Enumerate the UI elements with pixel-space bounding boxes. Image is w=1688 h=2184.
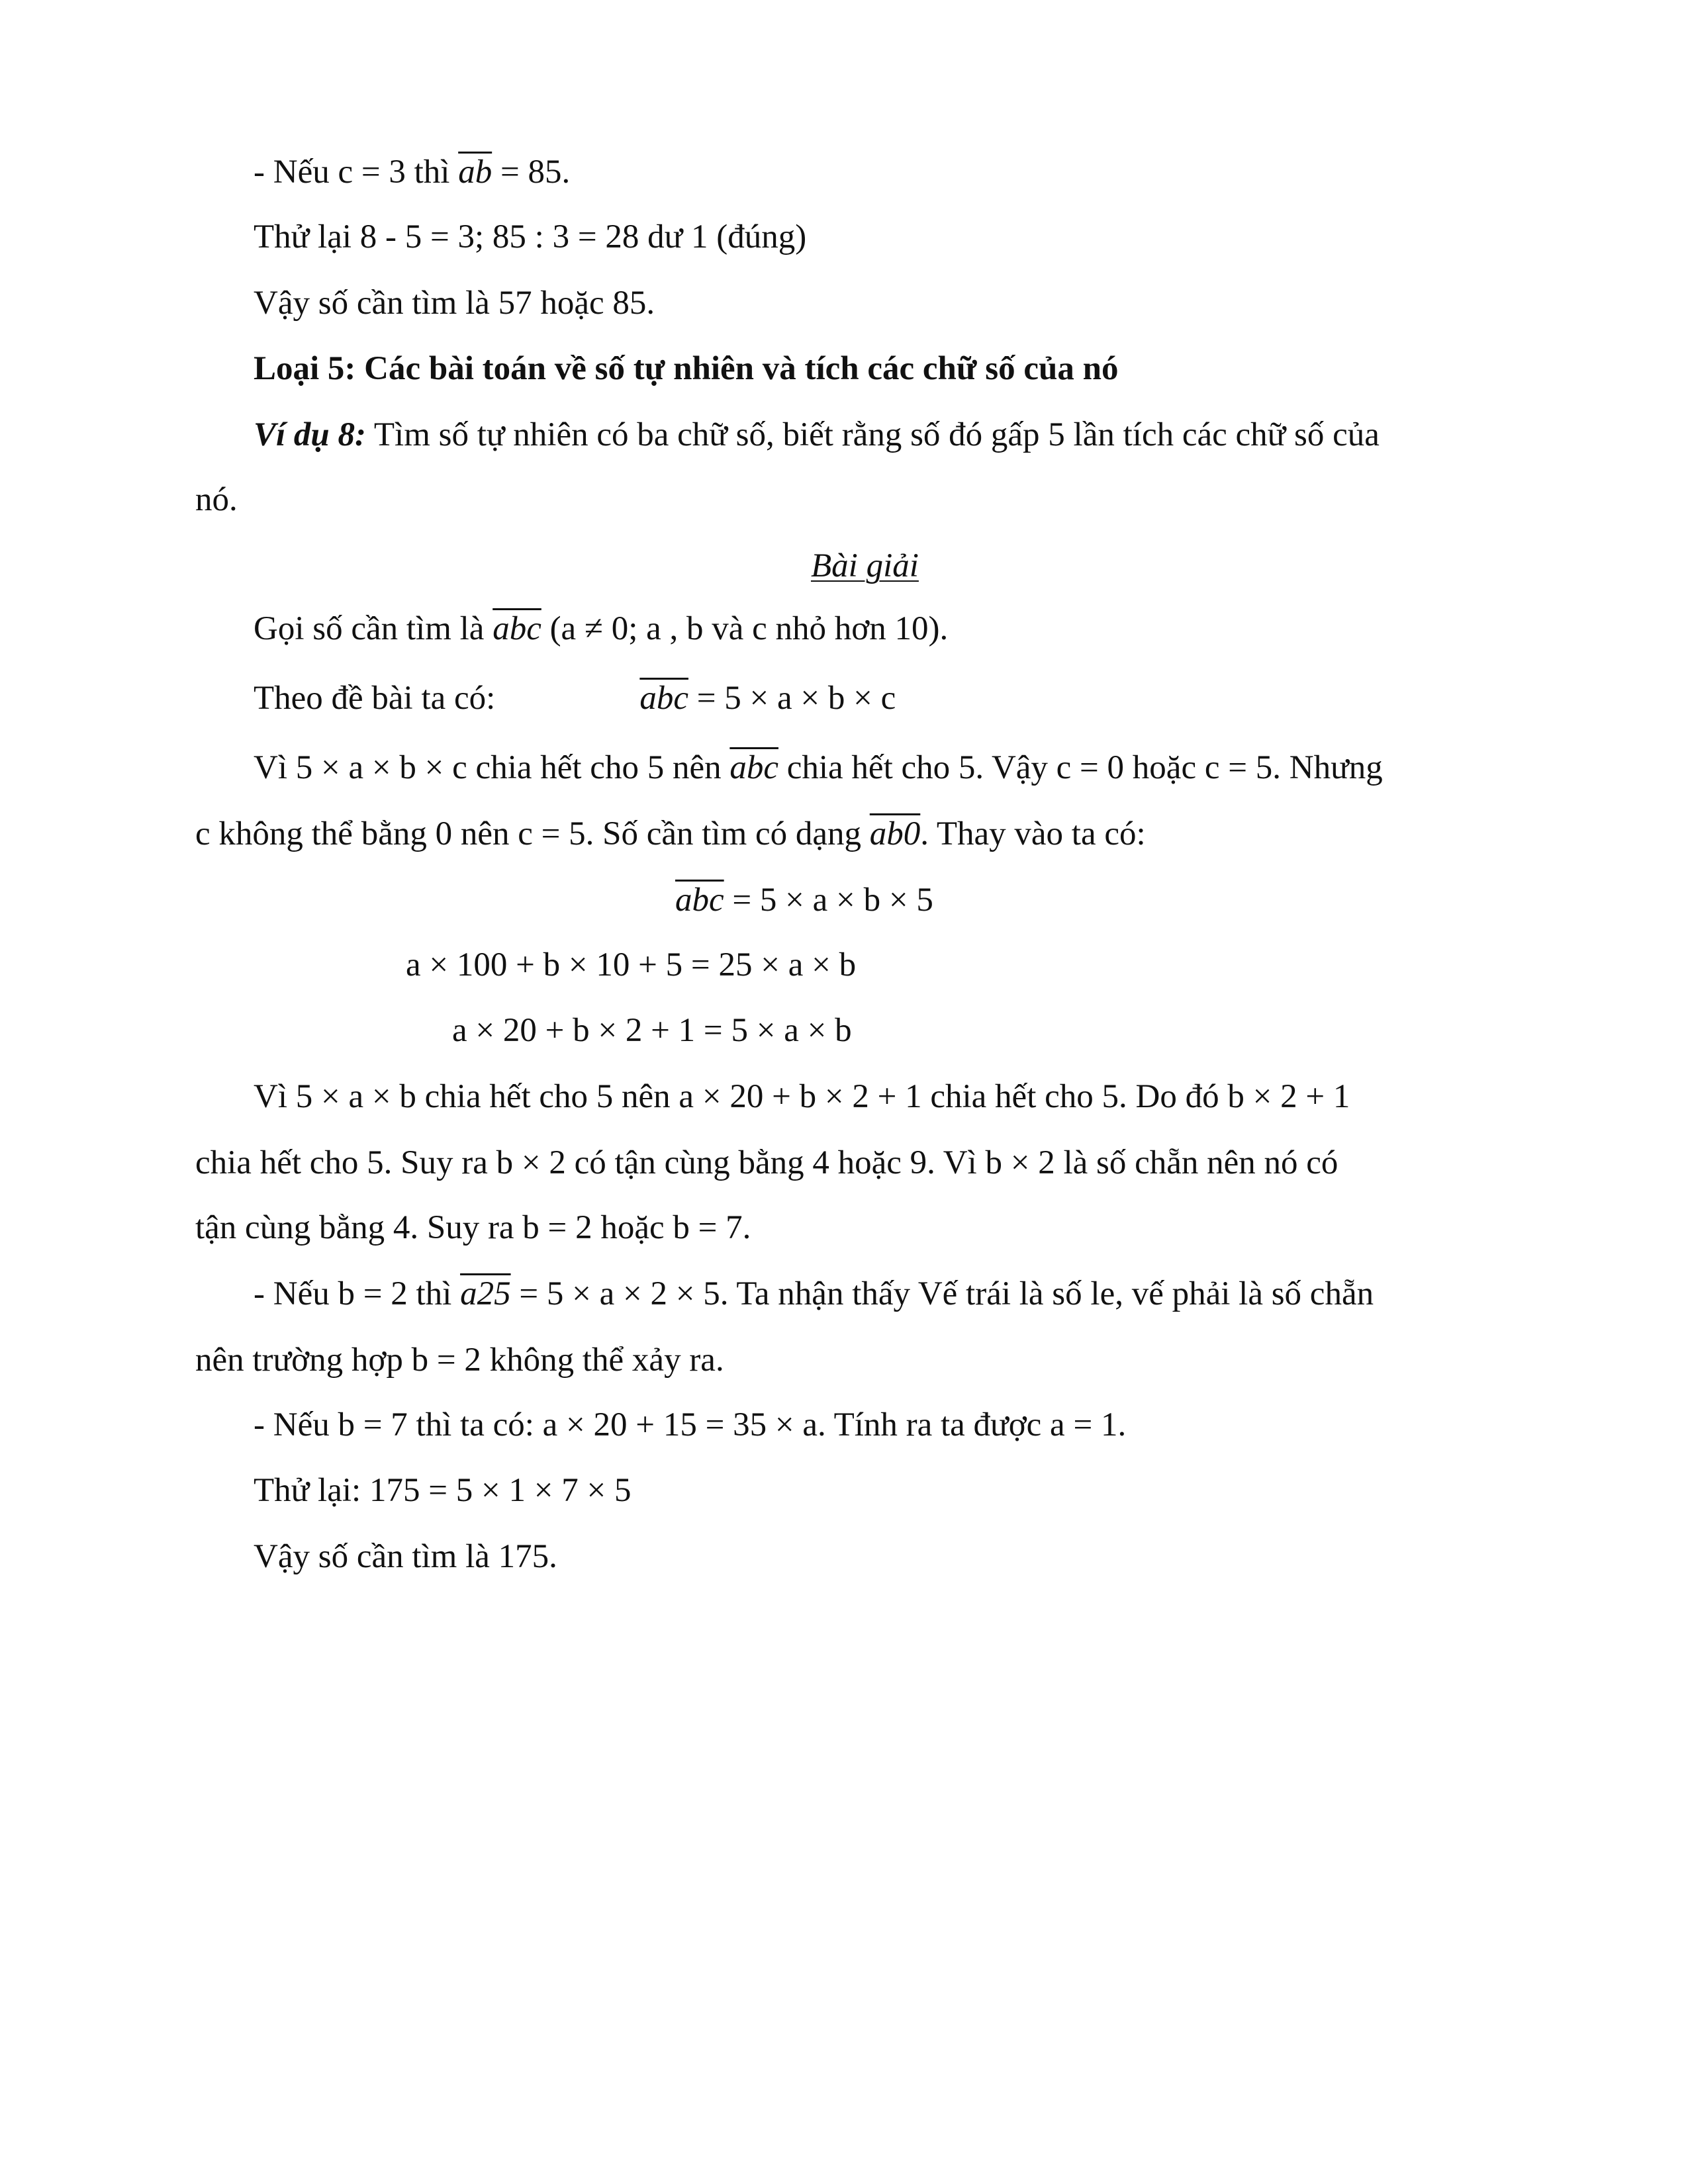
line-reason-2: c không thể bằng 0 nên c = 5. Số cần tìm có dạng ab0. Thay vào ta có:: [195, 815, 1146, 852]
overline-number: $\overline{abc}$: [492, 610, 541, 647]
line-reason-4: chia hết cho 5. Suy ra b × 2 có tận cùng bằng 4 hoặc 9. Vì b × 2 là số chẵn nên nó có: [195, 1144, 1338, 1181]
example-statement-cont: nó.: [195, 481, 238, 518]
line-case-b2-cont: nên trường hợp b = 2 không thể xảy ra.: [195, 1342, 724, 1379]
solution-title: Bài giải: [811, 547, 919, 584]
line-answer: Vậy số cần tìm là 57 hoặc 85.: [254, 285, 655, 322]
overline-number: $\overline{abc}$: [639, 680, 688, 717]
equation-2: a × 100 + b × 10 + 5 = 25 × a × b: [406, 946, 857, 983]
line-reason-5: tận cùng bằng 4. Suy ra b = 2 hoặc b = 7.: [195, 1209, 751, 1246]
equation-1: $\overline{abc} = 5 \times a \times b \times 5$: [675, 882, 933, 919]
overline-number: a25: [460, 1275, 511, 1312]
overline-number: ab0: [869, 815, 921, 852]
line-case-b7: - Nếu b = 7 thì ta có: a × 20 + 15 = 35 × a. Tính ra ta được a = 1.: [254, 1406, 1127, 1443]
overline-number: $\overline{abc}$: [675, 882, 724, 919]
line-assume: Gọi số cần tìm là $\overline{abc}$ (a ≠ 0; a , b và c nhỏ hơn 10).: [254, 610, 949, 647]
example-statement: Ví dụ 8: Tìm số tự nhiên có ba chữ số, biết rằng số đó gấp 5 lần tích các chữ số của: [254, 416, 1380, 453]
line-final-answer: Vậy số cần tìm là 175.: [254, 1538, 557, 1575]
example-label: Ví dụ 8:: [254, 416, 367, 453]
line-verify: Thử lại: 175 = 5 × 1 × 7 × 5: [254, 1472, 632, 1509]
line-case-b2: - Nếu b = 2 thì a25 = 5 × a × 2 × 5. Ta nhận thấy Vế trái là số le, vế phải là số chẵn: [254, 1275, 1374, 1312]
equation-3: a × 20 + b × 2 + 1 = 5 × a × b: [452, 1012, 852, 1049]
overline-number: $\overline{ab}$: [458, 154, 492, 191]
overline-number: $\overline{abc}$: [729, 749, 778, 786]
line-reason-1: Vì 5 × a × b × c chia hết cho 5 nên $\overline{abc}$ chia hết cho 5. Vậy c = 0 hoặc c = 5. Nhưng: [254, 749, 1383, 786]
section-heading: Loại 5: Các bài toán về số tự nhiên và tích các chữ số của nó: [254, 350, 1119, 387]
line-reason-3: Vì 5 × a × b chia hết cho 5 nên a × 20 + b × 2 + 1 chia hết cho 5. Do đó b × 2 + 1: [254, 1078, 1350, 1115]
line-check: Thử lại 8 - 5 = 3; 85 : 3 = 28 dư 1 (đúng): [254, 218, 807, 255]
line-case-c3: - Nếu c = 3 thì $\overline{ab} = 85$.: [254, 154, 571, 191]
line-given: Theo đề bài ta có: $\overline{abc} = 5 \times a \times b \times c$: [254, 680, 896, 717]
